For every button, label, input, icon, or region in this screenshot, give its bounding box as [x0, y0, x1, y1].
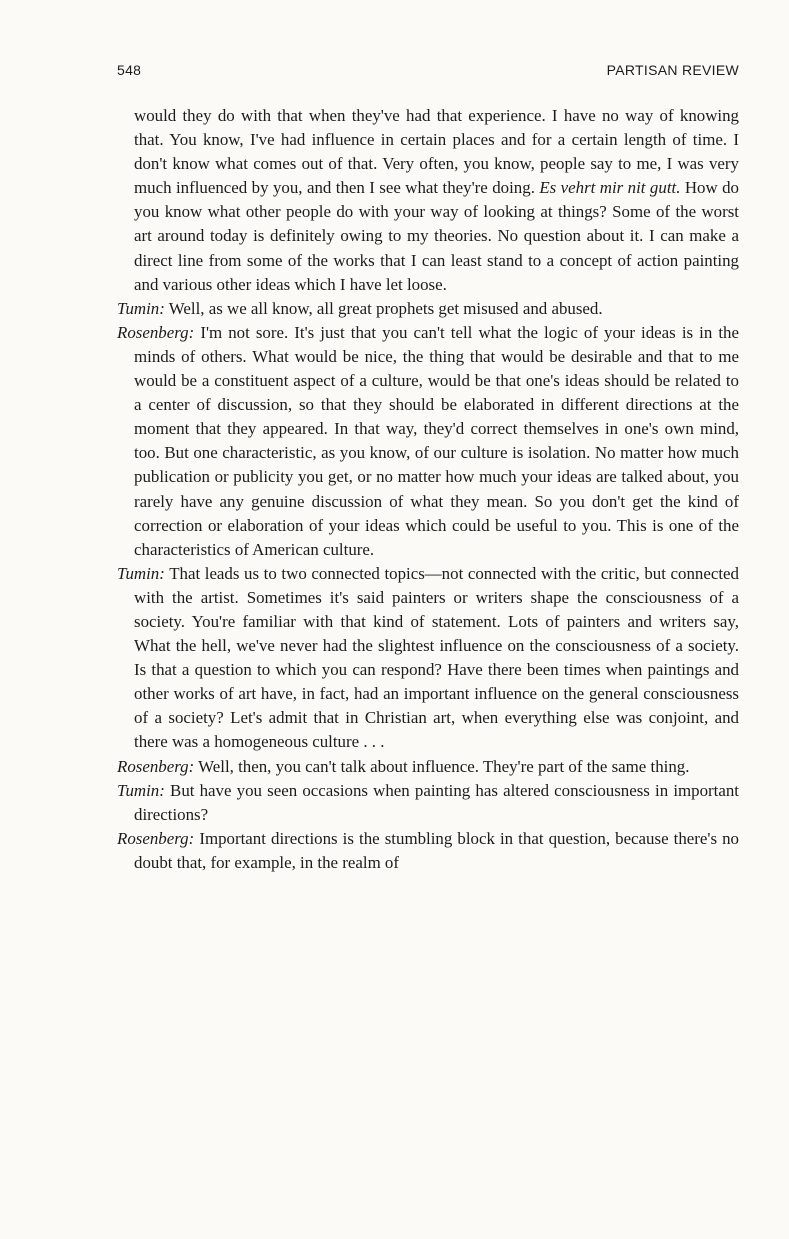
page-number: 548: [117, 62, 142, 78]
dialogue-turn: [117, 827, 739, 875]
dialogue-turn: [117, 562, 739, 755]
speaker-label: Tumin:: [117, 780, 165, 800]
turn-text: But have you seen occasions when painting has altered consciousness in important directions?: [134, 780, 739, 824]
paragraph-text: would they do with that when they've had that experience. I have no way of knowing that. You know, I've had influence in certain places and for a certain length of time. I don't know what comes out of that. Very often, you know, people say to me, I was very much influenced by you, and then I see what they're doing.: [134, 106, 739, 198]
speaker-label: Rosenberg:: [117, 756, 195, 776]
journal-title: PARTISAN REVIEW: [606, 62, 739, 78]
turn-text: Important directions is the stumbling block in that question, because there's no doubt that, for example, in the realm of: [134, 828, 739, 872]
running-head: [117, 62, 739, 78]
body-text: [117, 104, 739, 875]
yiddish-phrase: Es vehrt mir nit gutt.: [539, 178, 681, 198]
turn-text: That leads us to two connected topics—not connected with the critic, but connected with the artist. Sometimes it's said painters or writers shape the consciousness of a society. You're familiar with that kind of statement. Lots of painters and writers say, What the hell, we've never had the slightest influence on the consciousness of a society. Is that a question to which you can respond? Have there been times when paintings and other works of art have, in fact, had an important influence on the general consciousness of a society? Let's admit that in Christian art, when everything else was conjoint, and there was a homogeneous culture . . .: [134, 563, 739, 752]
turn-text: I'm not sore. It's just that you can't tell what the logic of your ideas is in the minds of others. What would be nice, the thing that would be desirable and that to me would be a constituent aspect of a culture, would be that one's ideas should be related to a center of discussion, so that they should be elaborated in different directions at the moment that they appeared. In that way, they'd correct themselves in one's own mind, too. But one characteristic, as you know, of our culture is isolation. No matter how much publication or publicity you get, or no matter how much your ideas are talked about, you rarely have any genuine discussion of what they mean. So you don't get the kind of correction or elaboration of your ideas which could be useful to you. This is one of the characteristics of American culture.: [134, 322, 739, 559]
speaker-label: Rosenberg:: [117, 828, 195, 848]
speaker-label: Rosenberg:: [117, 322, 195, 342]
paragraph-text: How do you know what other people do with your way of looking at things? Some of the worst art around today is definitely owing to my theories. No question about it. I can make a direct line from some of the works that I can least stand to a concept of action painting and various other ideas which I have let loose.: [134, 178, 739, 294]
paragraph-continuation: [117, 104, 739, 297]
speaker-label: Tumin:: [117, 563, 165, 583]
turn-text: Well, then, you can't talk about influence. They're part of the same thing.: [198, 756, 690, 776]
dialogue-turn: [117, 297, 739, 321]
dialogue-turn: [117, 755, 739, 779]
turn-text: Well, as we all know, all great prophets get misused and abused.: [168, 298, 603, 318]
speaker-label: Tumin:: [117, 298, 165, 318]
dialogue-turn: [117, 321, 739, 562]
dialogue-turn: [117, 779, 739, 827]
